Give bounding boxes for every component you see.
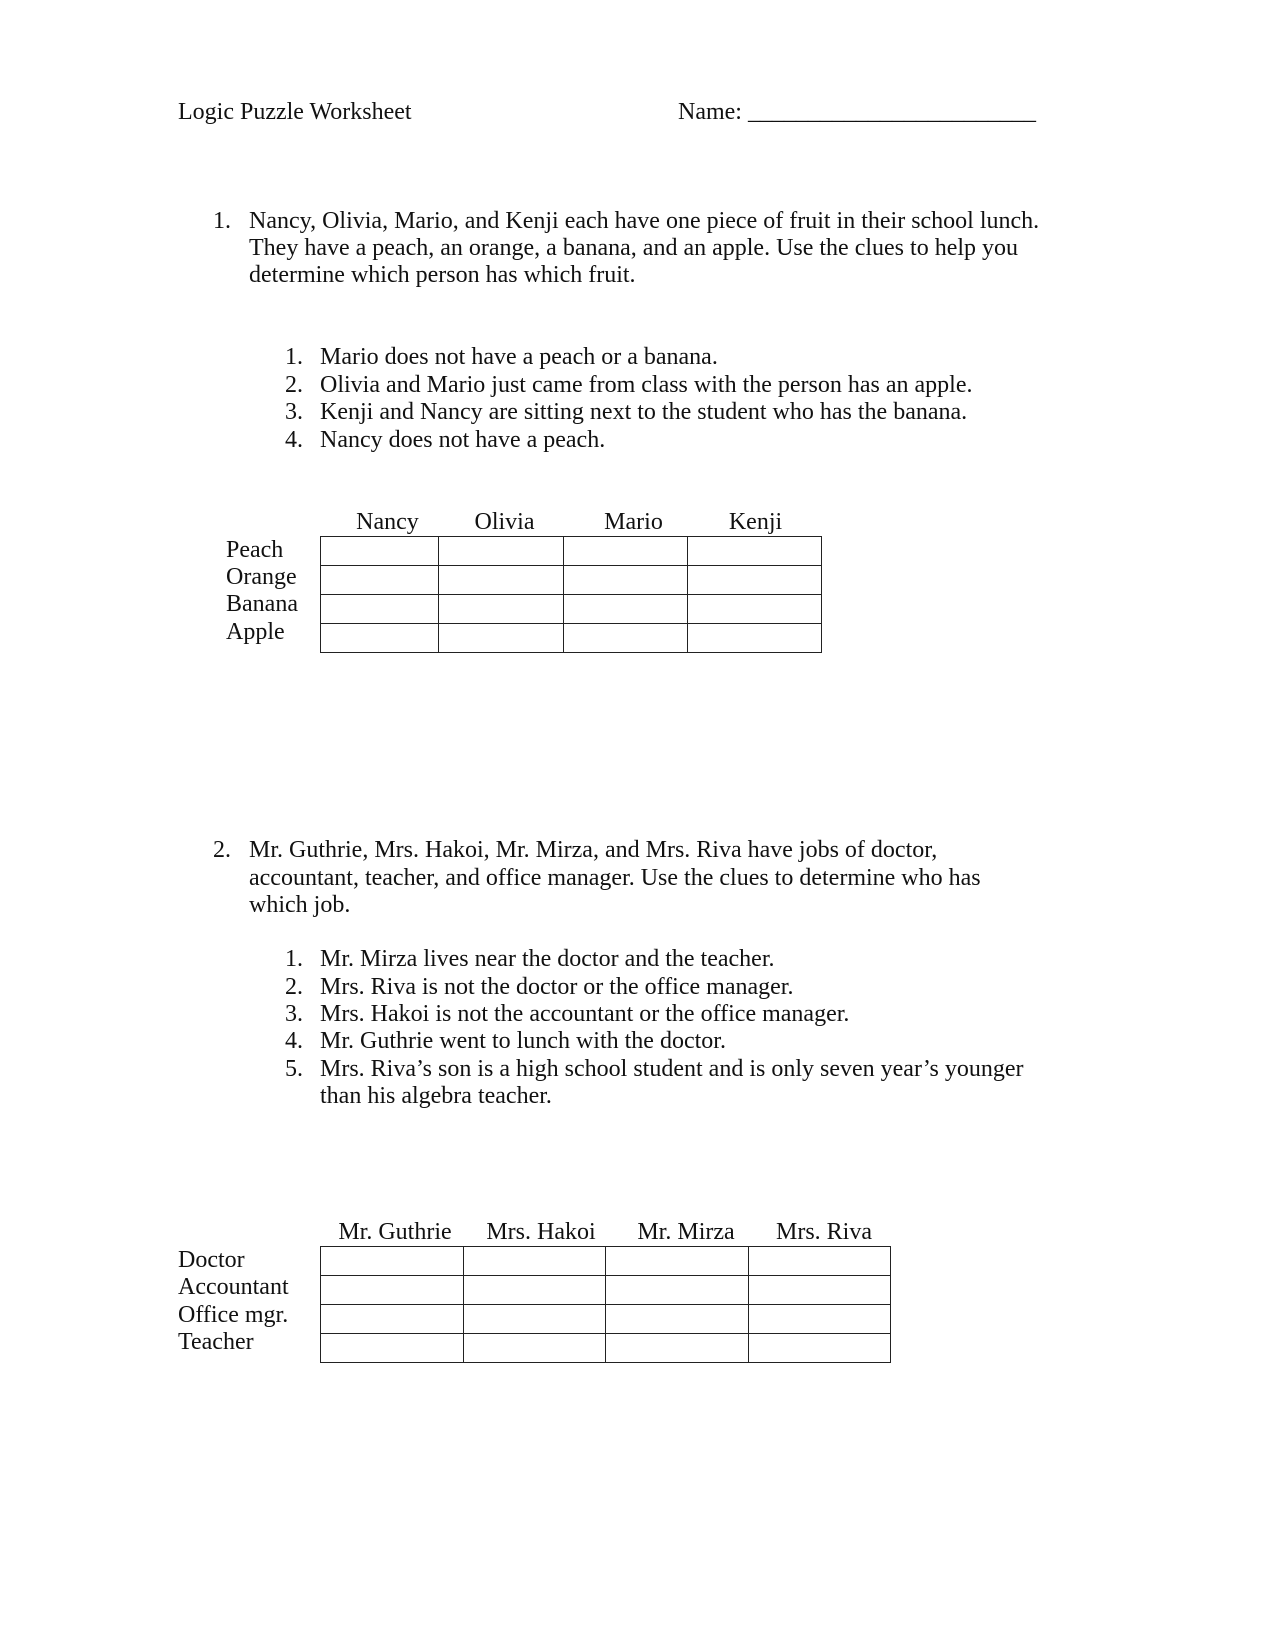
job-answer-grid <box>320 1246 891 1363</box>
answer-cell[interactable] <box>688 566 822 595</box>
grid-1-column-header: Olivia <box>474 509 535 535</box>
answer-cell[interactable] <box>688 537 822 566</box>
answer-cell[interactable] <box>463 1247 606 1276</box>
problem-1-text-line: They have a peach, an orange, a banana, and an apple. Use the clues to help you <box>249 235 1019 261</box>
table-row <box>321 624 822 653</box>
problem-2-text-line: Mr. Guthrie, Mrs. Hakoi, Mr. Mirza, and Mrs. Riva have jobs of doctor, <box>249 837 938 863</box>
table-row <box>321 537 822 566</box>
answer-cell[interactable] <box>463 1334 606 1363</box>
answer-cell[interactable] <box>749 1334 891 1363</box>
grid-2-row-header: Teacher <box>178 1329 254 1355</box>
problem-1-number: 1. <box>213 208 231 234</box>
table-row <box>321 595 822 624</box>
grid-1-row-header: Peach <box>226 537 284 563</box>
answer-cell[interactable] <box>321 537 439 566</box>
answer-cell[interactable] <box>463 1305 606 1334</box>
clue-number: 4. <box>285 1028 303 1054</box>
answer-cell[interactable] <box>321 566 439 595</box>
answer-cell[interactable] <box>606 1334 749 1363</box>
answer-cell[interactable] <box>463 1276 606 1305</box>
table-row <box>321 566 822 595</box>
answer-cell[interactable] <box>563 595 688 624</box>
clue-text: Mrs. Riva’s son is a high school student and is only seven year’s younger <box>320 1056 1024 1082</box>
problem-1-text-line: Nancy, Olivia, Mario, and Kenji each have one piece of fruit in their school lunch. <box>249 208 1040 234</box>
table-row <box>321 1334 891 1363</box>
clue-number: 2. <box>285 974 303 1000</box>
clue-text: than his algebra teacher. <box>320 1083 552 1109</box>
grid-2-column-header: Mrs. Riva <box>776 1219 872 1245</box>
clue-text: Olivia and Mario just came from class with the person has an apple. <box>320 372 973 398</box>
clue-number: 1. <box>285 946 303 972</box>
answer-cell[interactable] <box>321 595 439 624</box>
answer-cell[interactable] <box>606 1247 749 1276</box>
answer-cell[interactable] <box>321 1305 464 1334</box>
problem-2-text-line: which job. <box>249 892 351 918</box>
clue-text: Nancy does not have a peach. <box>320 427 606 453</box>
answer-cell[interactable] <box>563 566 688 595</box>
answer-cell[interactable] <box>606 1305 749 1334</box>
clue-number: 1. <box>285 344 303 370</box>
grid-1-column-header: Mario <box>604 509 663 535</box>
name-field[interactable]: Name: ________________________ <box>678 99 1036 125</box>
grid-1-row-header: Orange <box>226 564 297 590</box>
clue-text: Mr. Guthrie went to lunch with the doctor. <box>320 1028 726 1054</box>
clue-number: 3. <box>285 1001 303 1027</box>
grid-1-row-header: Banana <box>226 591 298 617</box>
answer-cell[interactable] <box>688 595 822 624</box>
grid-1-column-header: Nancy <box>356 509 419 535</box>
clue-text: Mrs. Hakoi is not the accountant or the office manager. <box>320 1001 850 1027</box>
fruit-answer-grid <box>320 536 822 653</box>
grid-1-column-header: Kenji <box>728 509 783 535</box>
answer-cell[interactable] <box>321 1276 464 1305</box>
answer-cell[interactable] <box>563 624 688 653</box>
problem-2-number: 2. <box>213 837 231 863</box>
answer-cell[interactable] <box>749 1247 891 1276</box>
answer-cell[interactable] <box>688 624 822 653</box>
problem-1-text-line: determine which person has which fruit. <box>249 262 636 288</box>
answer-cell[interactable] <box>606 1276 749 1305</box>
worksheet-title: Logic Puzzle Worksheet <box>178 99 412 125</box>
problem-2-text-line: accountant, teacher, and office manager. Use the clues to determine who has <box>249 865 981 891</box>
grid-2-row-header: Doctor <box>178 1247 245 1273</box>
clue-text: Mrs. Riva is not the doctor or the office manager. <box>320 974 794 1000</box>
answer-cell[interactable] <box>563 537 688 566</box>
grid-1-row-header: Apple <box>226 619 285 645</box>
clue-number: 2. <box>285 372 303 398</box>
clue-text: Kenji and Nancy are sitting next to the student who has the banana. <box>320 399 968 425</box>
answer-cell[interactable] <box>438 624 563 653</box>
clue-number: 4. <box>285 427 303 453</box>
answer-cell[interactable] <box>321 1247 464 1276</box>
clue-number: 5. <box>285 1056 303 1082</box>
grid-2-column-header: Mr. Guthrie <box>338 1219 452 1245</box>
clue-number: 3. <box>285 399 303 425</box>
answer-cell[interactable] <box>438 537 563 566</box>
table-row <box>321 1305 891 1334</box>
answer-cell[interactable] <box>438 566 563 595</box>
grid-2-row-header: Office mgr. <box>178 1302 289 1328</box>
grid-2-column-header: Mrs. Hakoi <box>486 1219 596 1245</box>
table-row <box>321 1247 891 1276</box>
clue-text: Mr. Mirza lives near the doctor and the teacher. <box>320 946 775 972</box>
answer-cell[interactable] <box>321 1334 464 1363</box>
clue-text: Mario does not have a peach or a banana. <box>320 344 718 370</box>
table-row <box>321 1276 891 1305</box>
grid-2-row-header: Accountant <box>178 1274 289 1300</box>
answer-cell[interactable] <box>438 595 563 624</box>
answer-cell[interactable] <box>321 624 439 653</box>
grid-2-column-header: Mr. Mirza <box>637 1219 735 1245</box>
answer-cell[interactable] <box>749 1305 891 1334</box>
answer-cell[interactable] <box>749 1276 891 1305</box>
